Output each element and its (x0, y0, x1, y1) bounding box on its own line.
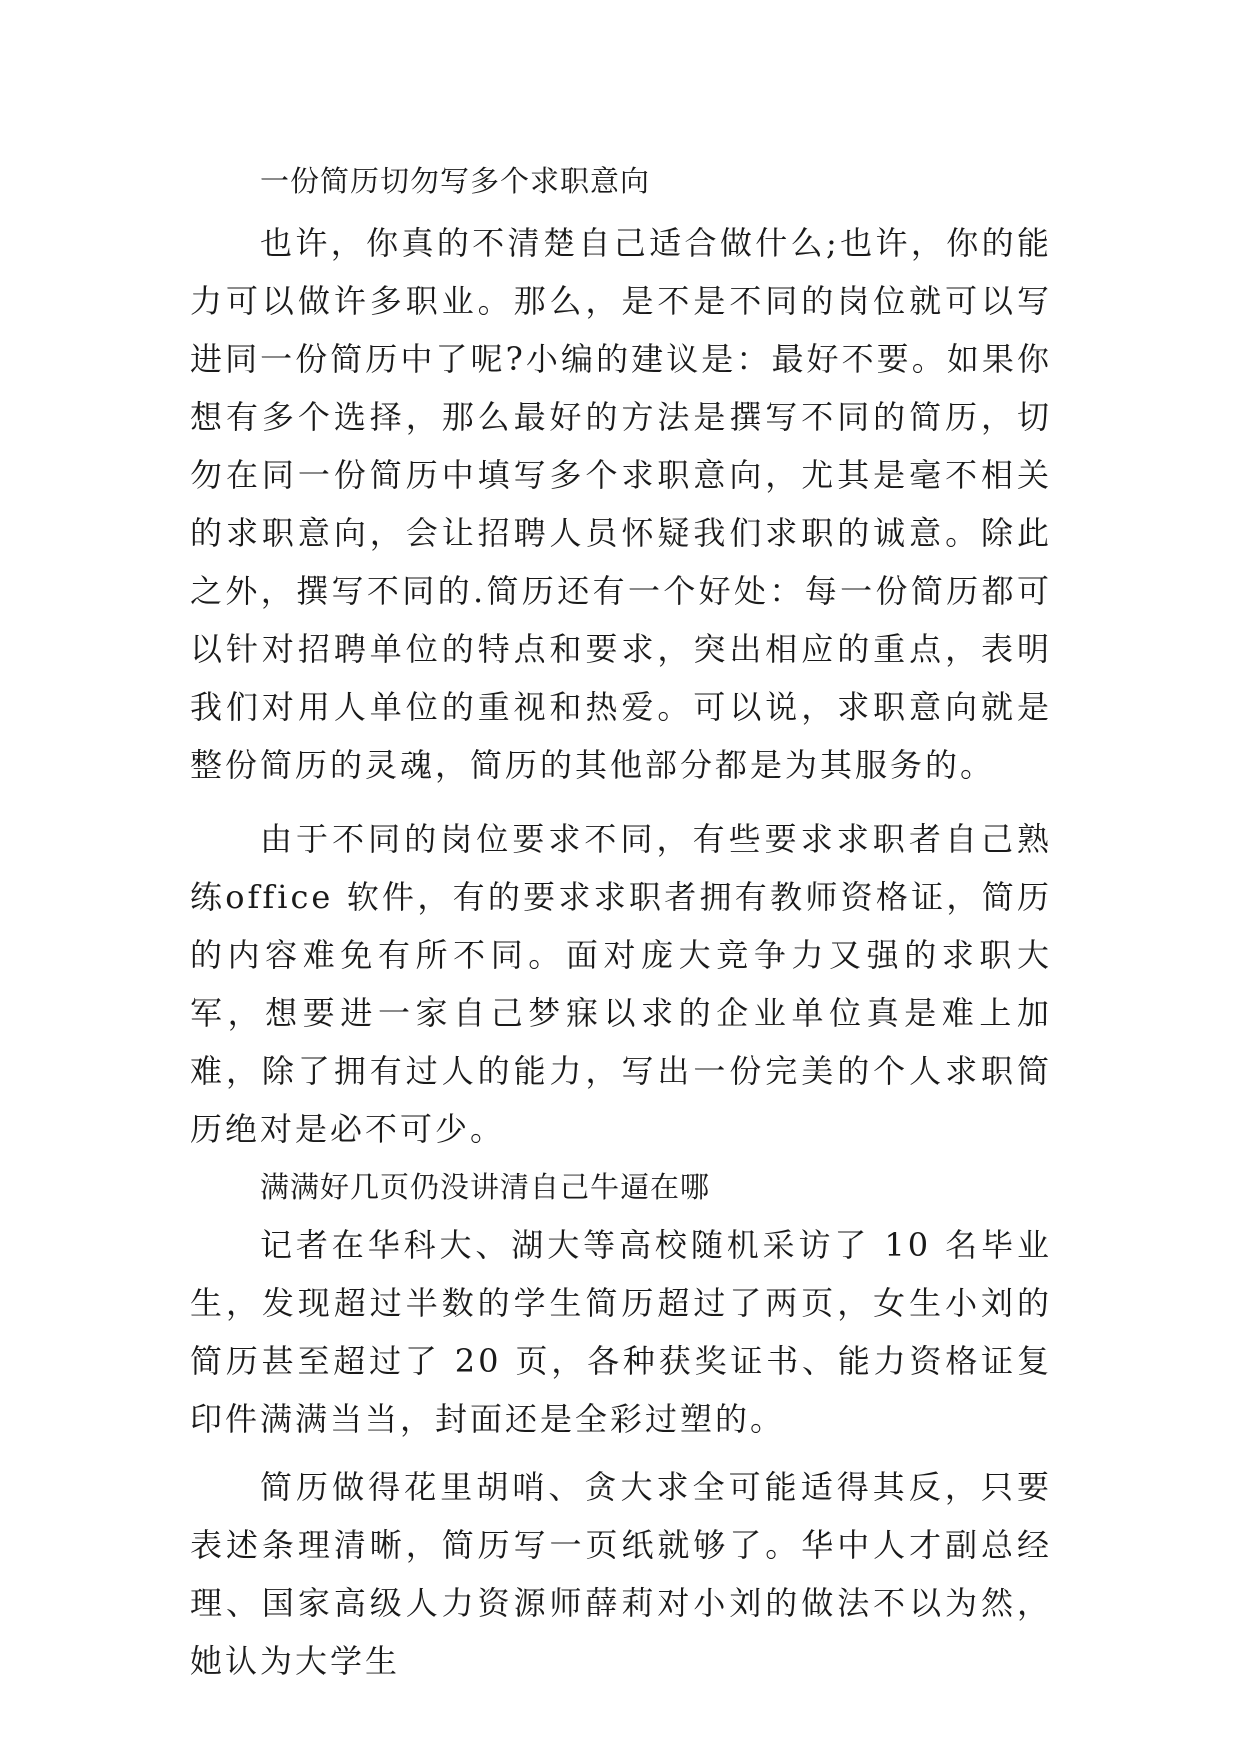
paragraph-2: 由于不同的岗位要求不同，有些要求求职者自己熟练office 软件，有的要求求职者拥有教师资格证，简历的内容难免有所不同。面对庞大竞争力又强的求职大军，想要进一家自己梦寐以求的企业单位真是难上加难，除了拥有过人的能力，写出一份完美的个人求职简历绝对是必不可少。 (190, 820, 1052, 1148)
paragraph-1: 也许，你真的不清楚自己适合做什么;也许，你的能力可以做许多职业。那么，是不是不同的岗位就可以写进同一份简历中了呢?小编的建议是：最好不要。如果你想有多个选择，那么最好的方法是撰写不同的简历，切勿在同一份简历中填写多个求职意向，尤其是毫不相关的求职意向，会让招聘人员怀疑我们求职的诚意。除此之外，撰写不同的.简历还有一个好处：每一份简历都可以针对招聘单位的特点和要求，突出相应的重点，表明我们对用人单位的重视和热爱。可以说，求职意向就是整份简历的灵魂，简历的其他部分都是为其服务的。 (190, 224, 1052, 784)
document-body (190, 152, 1052, 1690)
section-heading-1: 一份简历切勿写多个求职意向 (260, 164, 651, 198)
paragraph-3: 记者在华科大、湖大等高校随机采访了 10 名毕业生，发现超过半数的学生简历超过了两页，女生小刘的简历甚至超过了 20 页，各种获奖证书、能力资格证复印件满满当当，封面还是全彩过塑的。 (190, 1226, 1052, 1438)
section-heading-2: 满满好几页仍没讲清自己牛逼在哪 (260, 1170, 711, 1204)
paragraph-4: 简历做得花里胡哨、贪大求全可能适得其反，只要表述条理清晰，简历写一页纸就够了。华中人才副总经理、国家高级人力资源师薛莉对小刘的做法不以为然，她认为大学生 (190, 1468, 1052, 1680)
